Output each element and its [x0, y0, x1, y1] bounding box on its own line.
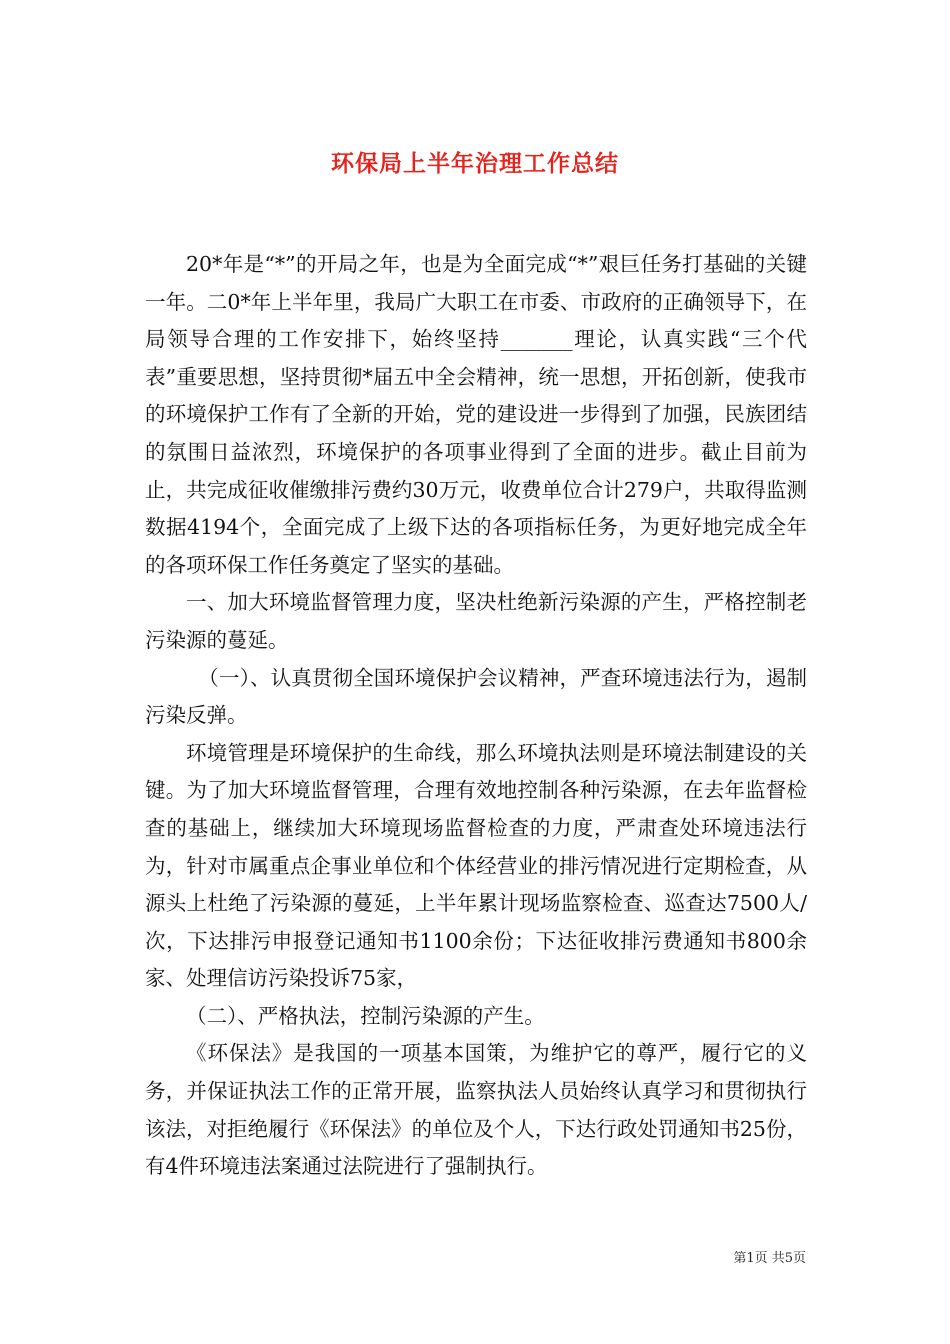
- intro-paragraph: 20*年是“*”的开局之年，也是为全面完成“*”艰巨任务打基础的关键一年。二0*年上半年里，我局广大职工在市委、市政府的正确领导下，在局领导合理的工作安排下，始终坚持_______理论，认真实践“三个代表”重要思想，坚持贯彻*届五中全会精神，统一思想，开拓创新，使我市的环境保护工作有了全新的开始，党的建设进一步得到了加强，民族团结的氛围日益浓烈，环境保护的各项事业得到了全面的进步。截止目前为止，共完成征收催缴排污费约30万元，收费单位合计279户，共取得监测数据4194个，全面完成了上级下达的各项指标任务，为更好地完成全年的各项环保工作任务奠定了坚实的基础。: [145, 252, 807, 577]
- subsection-heading-2: （二）、严格执法，控制污染源的产生。: [186, 1003, 545, 1028]
- page-title: 环保局上半年治理工作总结: [331, 151, 619, 178]
- section-heading-1: 一、加大环境监督管理力度，坚决杜绝新污染源的产生，严格控制老污染源的蔓延。: [145, 590, 807, 652]
- page-number: 第1页 共5页: [733, 1251, 806, 1266]
- body-paragraph-enforcement: 环境管理是环境保护的生命线，那么环境执法则是环境法制建设的关键。为了加大环境监督管理，合理有效地控制各种污染源，在去年监督检查的基础上，继续加大环境现场监督检查的力度，严肃查处环境违法行为，针对市属重点企事业单位和个体经营业的排污情况进行定期检查，从源头上杜绝了污染源的蔓延，上半年累计现场监察检查、巡查达7500人/次，下达排污申报登记通知书1100余份；下达征收排污费通知书800余家、处理信访污染投诉75家，: [145, 740, 807, 991]
- subsection-heading-1: （一）、认真贯彻全国环境保护会议精神，严查环境违法行为，遏制污染反弹。: [145, 665, 807, 728]
- document-body: [145, 246, 807, 1186]
- body-paragraph-law: 《环保法》是我国的一项基本国策，为维护它的尊严，履行它的义务，并保证执法工作的正常开展，监察执法人员始终认真学习和贯彻执行该法，对拒绝履行《环保法》的单位及个人，下达行政处罚通知书25份，有4件环境违法案通过法院进行了强制执行。: [145, 1041, 807, 1179]
